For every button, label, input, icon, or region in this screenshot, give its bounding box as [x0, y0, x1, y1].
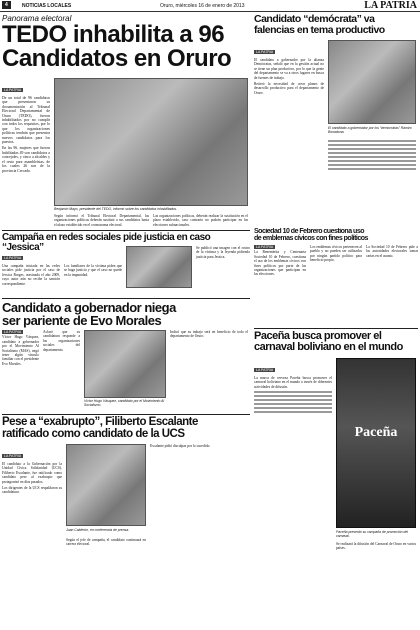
article-pacena	[254, 328, 418, 626]
headline: falencias en tema productivo	[254, 23, 385, 36]
article-text: La marca de cerveza Paceña busca promover el carnaval boliviano en el mundo a través de diferentes actividades de difusión.	[254, 376, 332, 389]
article-text: Los dirigentes de la UCS respaldaron su candidatura.	[2, 486, 62, 495]
article-text: Reiteró la necesidad de crear planes de desarrollo productivo para el departamento de Oruro.	[254, 82, 324, 95]
headline: Campaña en redes sociales pide justicia en caso “Jessica”	[2, 232, 211, 253]
photo-caption: Víctor Hugo Vásquez, candidato por el Movimiento Al Socialismo.	[84, 399, 165, 407]
article-escalante	[2, 414, 250, 626]
byline-tag: LA PATRIA	[4, 454, 22, 458]
article-text: Una campaña iniciada en las redes sociales pide justicia por el caso de Jessica Borges, asesinada el año 2009, cuyo autor aún no recibe la sanción correspondiente.	[2, 264, 60, 286]
page-number: 4	[2, 1, 11, 9]
page-header	[0, 0, 420, 12]
article-jessica	[2, 230, 250, 296]
byline-tag: LA PATRIA	[256, 50, 274, 54]
photo-caption: Juan Calderón, en conferencia de prensa.	[66, 528, 130, 532]
article-text: Según el jefe de campaña, el candidato continuará en carrera electoral.	[66, 538, 146, 547]
article-photo	[328, 40, 416, 124]
article-sociedad	[254, 228, 418, 326]
headline: Candidato a gobernador niega	[2, 300, 176, 315]
headline: TEDO inhabilita a 96	[2, 21, 225, 48]
photo-caption: Paceña presentó su campaña de promoción del carnaval.	[336, 530, 409, 538]
headline: Sociedad 10 de Febrero cuestiona uso	[254, 228, 364, 235]
article-photo	[84, 330, 166, 398]
article-text: El candidato a la Gobernación por la Unidad Cívica Solidaridad (UCS), Filiberto Escalante, fue ratificado como candidato pese al exabrupto que protagonizó en días pasados.	[2, 462, 62, 484]
headline: Candidatos en Oruro	[2, 45, 232, 72]
advertisement-poster	[336, 358, 416, 528]
article-tedo	[2, 14, 250, 226]
issue-date: Oruro, miércoles 16 de enero de 2013	[160, 3, 245, 9]
kicker: Panorama electoral	[2, 14, 72, 23]
article-text: En las 96, mujeres que fueron habilitadas 49 son candidatos a concejales, y cinco a alcaldes y el resto para asambleístas, de los cuales 26 son de la provincia Cercado.	[2, 146, 50, 173]
article-democratas	[254, 14, 418, 226]
article-photo	[126, 246, 192, 288]
headline: Candidato “demócrata” va	[254, 14, 375, 25]
masthead: LA PATRIA	[364, 0, 417, 11]
article-text: De un total de 96 candidatos que presentaron su documentación al Tribunal Electoral Departamental de Oruro (TEDO), fueron inhabilitados por no cumplir con todos los requisitos, por lo que los organizaciones políticas tendrán que presentar nuevos candidatos para los puestos.	[2, 96, 50, 145]
article-text: Los familiares de la víctima piden que se haga justicia y que el caso no quede en la impunidad.	[64, 264, 122, 277]
article-text: La Benemérita y Centenaria Sociedad 10 de Febrero, cuestiona el uso de los emblemas cívicos con fines políticos por parte de las organizaciones que participan en las elecciones.	[254, 250, 306, 277]
poster-title: Paceña	[354, 425, 398, 440]
article-text: El candidato a gobernador por la alianza Demócratas, señaló que en la gestión actual no se tiene un plan productivo, por lo que la gente del departamento se va a otros lugares en busca de fuentes de trabajo.	[254, 58, 324, 80]
article-text: Según informó el Tribunal Electoral Departamental, las organizaciones políticas deberán sustituir a sus candidatos hasta el plazo establecido en el cronograma electoral.	[54, 214, 149, 226]
article-photo	[66, 444, 146, 526]
article-text: Se realizará la difusión del Carnaval de Oruro en varios países.	[336, 542, 416, 551]
article-text: Aclaró que su candidatura responde a las organizaciones sociales del departamento.	[43, 330, 80, 352]
byline-tag: LA PATRIA	[4, 88, 22, 92]
headline: Pese a “exabrupto”, Filiberto Escalante	[2, 416, 198, 428]
article-text: Víctor Hugo Vásquez, candidato a gobernador por el Movimiento Al Socialismo (MAS), negó tener algún vínculo familiar con el presidente Evo Morales.	[2, 335, 39, 366]
headline: Paceña busca promover el	[254, 330, 382, 342]
photo-caption: Benjamín Mayo, presidente del TEDO, informó sobre los candidatos inhabilitados.	[54, 207, 178, 211]
article-text: Indicó que su trabajo será en beneficio de todo el departamento de Oruro.	[170, 330, 248, 339]
article-text: Se publicó una imagen con el rostro de la víctima y la leyenda pidiendo justicia para Jessica.	[196, 246, 250, 259]
photo-caption: El candidato a gobernador por los “demócratas” Ramiro Bonadona.	[328, 126, 412, 134]
byline-tag: LA PATRIA	[4, 330, 22, 334]
article-photo	[54, 78, 248, 206]
article-text: Las organizaciones políticas, deberán realizar la sustitución en el plazo establecido, caso contrario no podrán participar en las elecciones subnacionales.	[153, 214, 248, 226]
headline: ser pariente de Evo Morales	[2, 313, 162, 328]
article-text: Los emblemas cívicos pertenecen al pueblo y no pueden ser utilizados por ningún partido político para beneficio propio.	[310, 245, 362, 263]
headline: de emblemas cívicos con fines políticos	[254, 235, 368, 242]
article-text: Escalante pidió disculpas por lo sucedido.	[150, 444, 211, 448]
article-text: La Sociedad 10 de Febrero pide a las autoridades electorales tomar cartas en el asunto.	[366, 245, 418, 258]
byline-tag: LA PATRIA	[256, 368, 274, 372]
byline-tag: LA PATRIA	[4, 256, 22, 260]
section-label: NOTICIAS LOCALES	[22, 3, 72, 9]
headline: carnaval boliviano en el mundo	[254, 341, 403, 353]
byline-tag: LA PATRIA	[256, 245, 274, 249]
headline: ratificado como candidato de la UCS	[2, 427, 185, 440]
article-vasquez	[2, 298, 250, 410]
